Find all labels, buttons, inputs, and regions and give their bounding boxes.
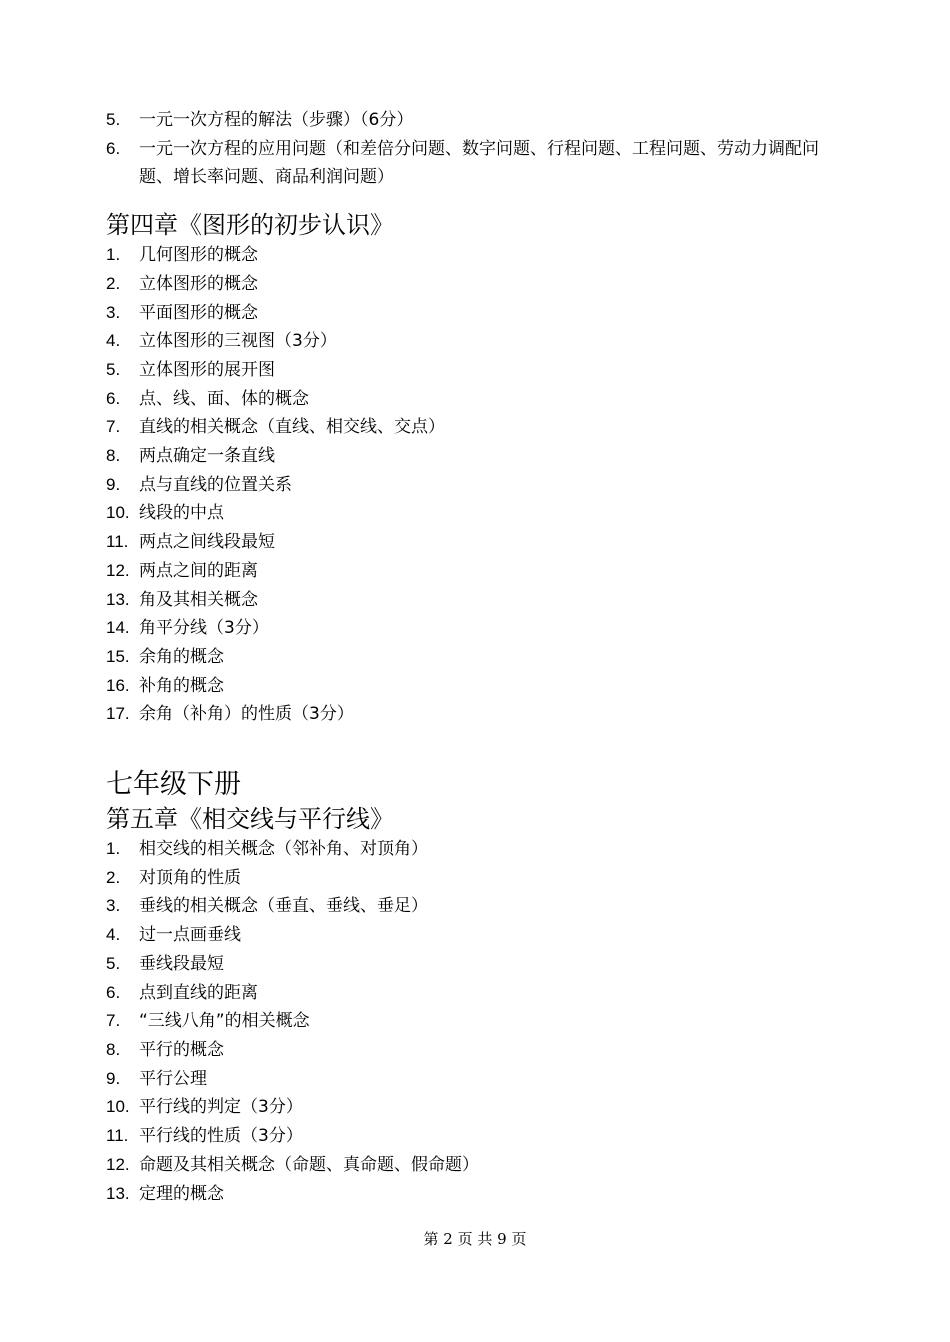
list-number: 6. [106,982,121,1002]
list-text: 角平分线（3分） [139,618,269,639]
list-text: 平行公理 [139,1068,207,1089]
list-text: 点、线、面、体的概念 [139,388,309,409]
list-number: 16. [106,675,130,695]
list-item [106,327,850,356]
list-item [106,385,850,414]
list-item [106,528,850,557]
list-item [106,299,850,328]
list-item [106,950,850,979]
list-item [106,864,850,893]
list-text: 平行线的判定（3分） [139,1097,303,1118]
list-text: 平行线的性质（3分） [139,1126,303,1147]
chapter5-list [106,835,850,1208]
chapter4-list [106,241,850,729]
list-item [106,1180,850,1209]
list-item [106,356,850,385]
list-number: 14. [106,618,130,638]
list-item [106,1093,850,1122]
list-text: 相交线的相关概念（邻补角、对顶角） [139,839,428,860]
list-text: 两点之间线段最短 [139,532,275,553]
chapter4-title: 第四章《图形的初步认识》 [106,211,394,240]
list-number: 8. [106,446,121,466]
list-text: 定理的概念 [139,1183,224,1204]
list-continued [106,106,850,192]
list-text: 点与直线的位置关系 [139,474,292,495]
list-text: 对顶角的性质 [139,867,241,888]
list-item [106,471,850,500]
list-text: 平面图形的概念 [139,302,258,323]
list-number: 9. [106,474,121,494]
list-item [106,270,850,299]
list-item [106,700,850,729]
list-number: 13. [106,1183,130,1203]
list-number: 15. [106,646,130,666]
list-number: 5. [106,110,121,129]
list-number: 8. [106,1039,121,1059]
list-number: 12. [106,560,130,580]
list-text: 平行的概念 [139,1039,224,1060]
list-item [106,1151,850,1180]
list-text: 点到直线的距离 [139,982,258,1003]
list-text: 过一点画垂线 [139,925,241,946]
list-text: 补角的概念 [139,675,224,696]
list-item [106,241,850,270]
book-title: 七年级下册 [106,769,241,801]
list-number: 10. [106,1097,130,1117]
list-item [106,835,850,864]
list-number: 13. [106,589,130,609]
chapter5-title: 第五章《相交线与平行线》 [106,805,394,834]
list-text: 两点之间的距离 [139,560,258,581]
list-number: 2. [106,273,121,293]
list-number: 6. [106,388,121,408]
list-number: 6. [106,138,121,158]
list-text: 垂线的相关概念（垂直、垂线、垂足） [139,896,428,917]
list-number: 3. [106,302,121,322]
list-number: 12. [106,1154,130,1174]
list-item [106,499,850,528]
list-number: 1. [106,839,121,859]
list-text: 几何图形的概念 [139,245,258,266]
list-number: 5. [106,359,121,379]
list-item [106,135,850,192]
list-number: 4. [106,925,121,945]
list-item [106,1122,850,1151]
list-number: 10. [106,503,130,523]
list-text: 余角（补角）的性质（3分） [139,704,354,725]
list-item [106,614,850,643]
list-item [106,442,850,471]
list-item [106,1065,850,1094]
list-number: 11. [106,1126,129,1146]
document-body [106,106,850,1208]
list-text: 余角的概念 [139,646,224,667]
list-item [106,1007,850,1036]
list-text: 一元一次方程的应用问题（和差倍分问题、数字问题、行程问题、工程问题、劳动力调配问题、增长率问题、商品利润问题） [139,138,819,188]
list-text: 立体图形的概念 [139,273,258,294]
list-number: 4. [106,331,121,351]
list-text: 一元一次方程的解法（步骤）（6分） [139,110,414,130]
list-text: 线段的中点 [139,503,224,524]
list-item [106,1036,850,1065]
page-footer: 第 2 页 共 9 页 [423,1230,527,1248]
list-number: 9. [106,1068,121,1088]
list-text: 立体图形的展开图 [139,359,275,380]
list-item [106,921,850,950]
list-number: 7. [106,1011,121,1031]
list-number: 2. [106,867,121,887]
list-number: 7. [106,417,121,437]
list-item [106,892,850,921]
list-text: “三线八角”的相关概念 [139,1011,310,1032]
list-number: 11. [106,532,129,552]
list-item [106,586,850,615]
list-text: 立体图形的三视图（3分） [139,331,337,352]
list-text: 命题及其相关概念（命题、真命题、假命题） [139,1154,479,1175]
list-text: 两点确定一条直线 [139,446,275,467]
list-number: 1. [106,245,121,265]
list-item [106,413,850,442]
list-text: 直线的相关概念（直线、相交线、交点） [139,417,445,438]
list-text: 角及其相关概念 [139,589,258,610]
list-item [106,672,850,701]
list-item [106,979,850,1008]
list-text: 垂线段最短 [139,953,224,974]
list-item [106,557,850,586]
list-number: 17. [106,704,130,724]
list-item [106,643,850,672]
list-number: 3. [106,896,121,916]
list-number: 5. [106,953,121,973]
list-item [106,106,850,135]
